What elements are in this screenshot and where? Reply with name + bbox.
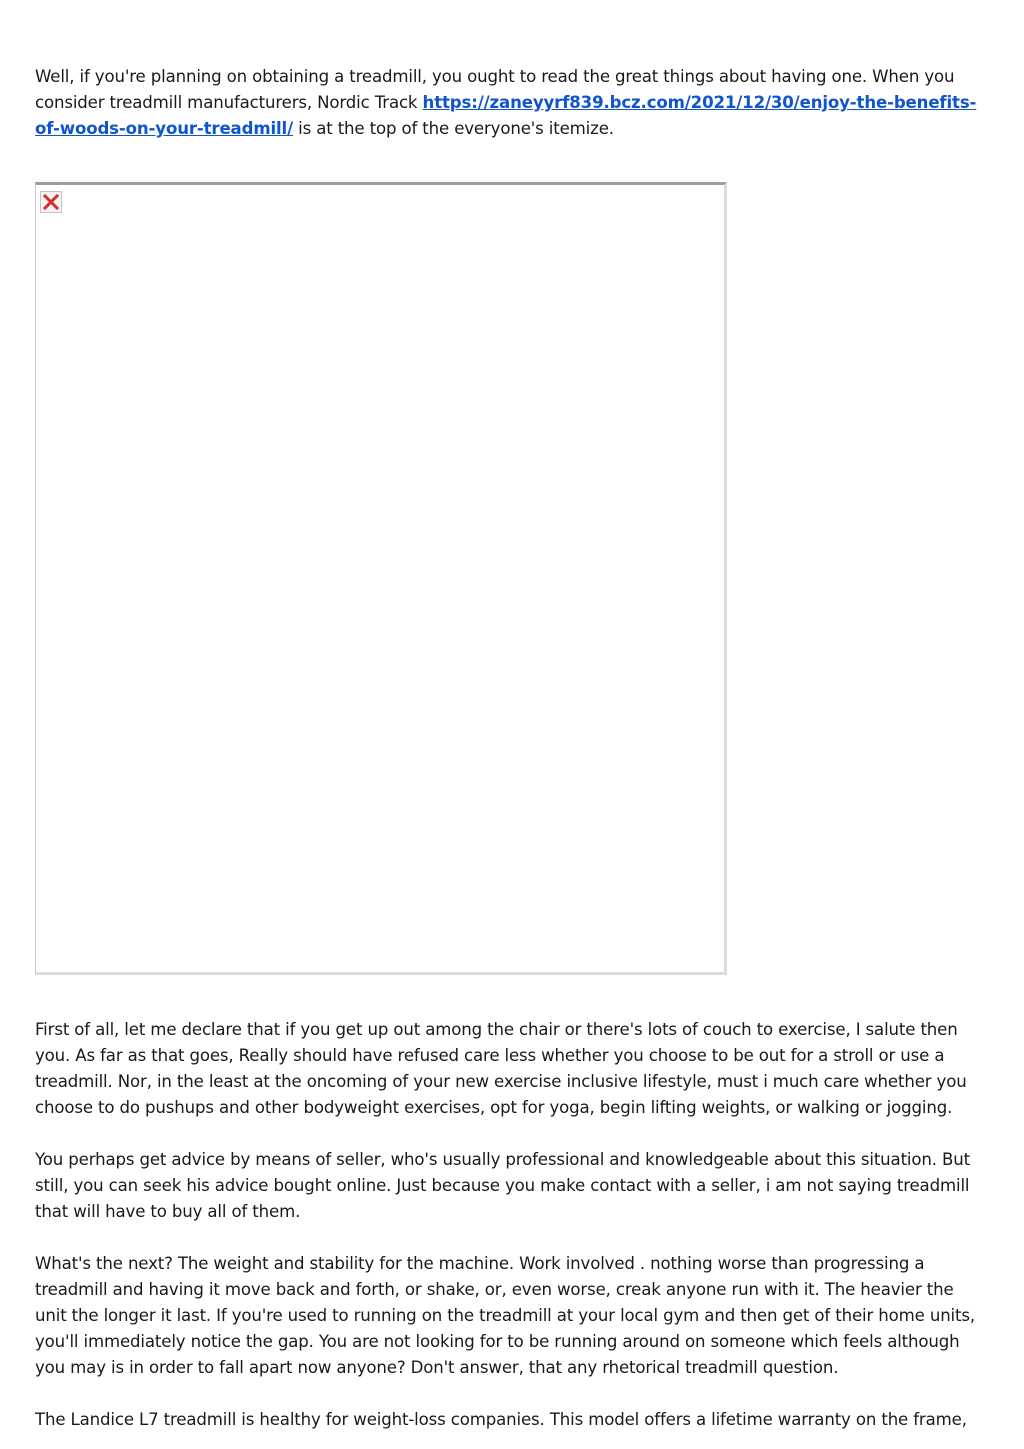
broken-image-placeholder: [35, 182, 727, 975]
article-link[interactable]: https://zaneyyrf839.bcz.com/2021/12/30/enjoy-the-benefits-of-woods-on-your-treadmill/: [35, 93, 977, 138]
body-paragraph-2: You perhaps get advice by means of seller, who's usually professional and knowledgeable about this situation. But still, you can seek his advice bought online. Just because you make contact with a seller, i am not saying treadmill that will have to buy all of them.: [35, 1150, 970, 1221]
intro-text-before-link: Well, if you're planning on obtaining a treadmill, you ought to read the great things about having one. When you consider treadmill manufacturers, Nordic Track: [35, 67, 955, 112]
body-paragraph-1: First of all, let me declare that if you get up out among the chair or there's lots of couch to exercise, I salute then you. As far as that goes, Really should have refused care less whether you choose to be out for a stroll or use a treadmill. Nor, in the least at the oncoming of your new exercise inclusive lifestyle, must i much care whether you choose to do pushups and other bodyweight exercises, opt for yoga, begin lifting weights, or walking or jogging.: [35, 1020, 967, 1117]
intro-paragraph: [35, 64, 990, 142]
body-paragraph-4: The Landice L7 treadmill is healthy for weight-loss companies. This model offers a lifetime warranty on the frame,: [35, 1410, 967, 1429]
document-body: [35, 64, 990, 1433]
intro-text-after-link: is at the top of the everyone's itemize.: [293, 119, 614, 138]
body-paragraph-3: What's the next? The weight and stability for the machine. Work involved . nothing worse than progressing a treadmill and having it move back and forth, or shake, or, even worse, creak anyone run with it. The heavier the unit the longer it last. If you're used to running on the treadmill at your local gym and then get of their home units, you'll immediately notice the gap. You are not looking for to be running around on someone which feels although you may is in order to fall apart now anyone? Don't answer, that any rhetorical treadmill question.: [35, 1254, 975, 1377]
red-x-icon: [41, 192, 61, 212]
broken-image-icon: [40, 191, 62, 213]
